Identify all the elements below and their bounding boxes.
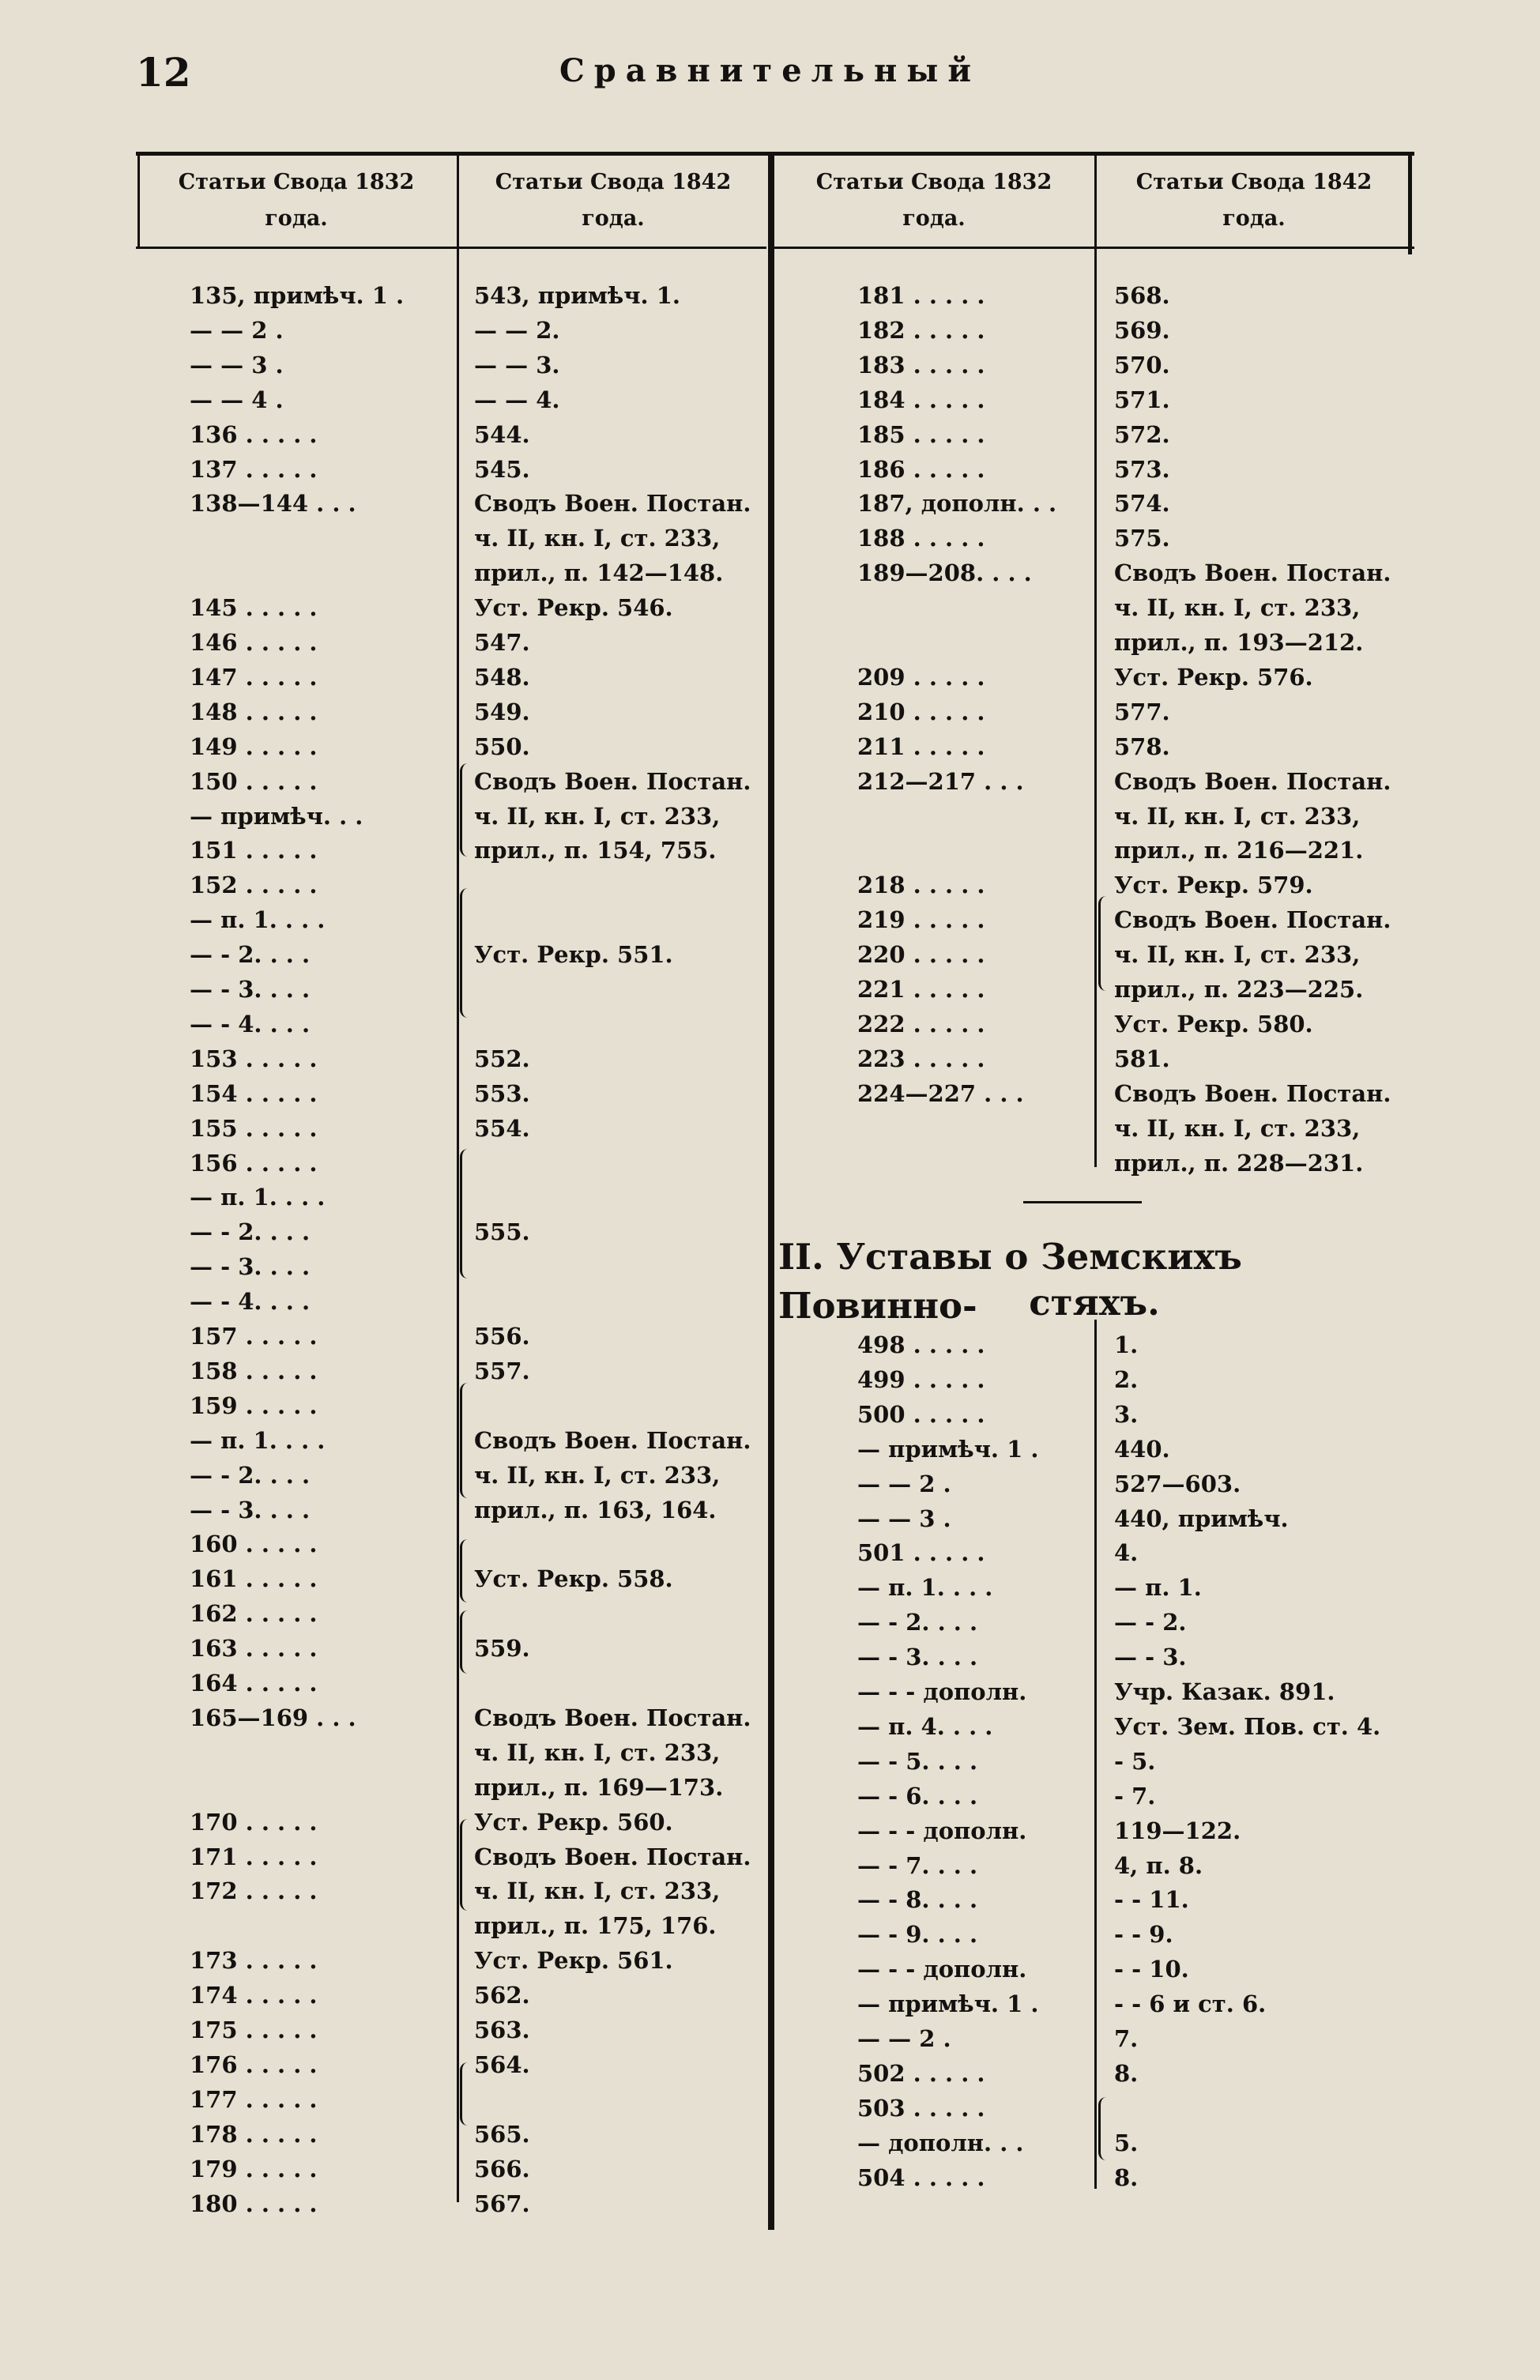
article-1842: - - 6 и ст. 6. <box>1114 1990 1267 2018</box>
article-1832: — — 3 . <box>190 351 284 378</box>
article-1842: 545. <box>474 455 530 483</box>
article-1832: — примѣч. 1 . <box>857 1435 1039 1463</box>
article-1842: 119—122. <box>1114 1817 1241 1844</box>
article-1842: Сводъ Воен. Постан. <box>1114 767 1391 795</box>
article-1842: 556. <box>474 1323 530 1350</box>
article-1832: 218 . . . . . <box>857 872 985 899</box>
article-1842: - 5. <box>1114 1747 1156 1775</box>
article-1832: 135, примѣч. 1 . <box>190 282 405 309</box>
article-1842: прил., п. 169—173. <box>474 1773 724 1801</box>
table-row <box>0 590 1540 625</box>
article-1832: 145 . . . . . <box>190 594 318 622</box>
article-1832: 138—144 . . . <box>190 490 356 518</box>
article-1832: 211 . . . . . <box>857 732 985 760</box>
table-row <box>0 764 1540 799</box>
table-row <box>0 1467 1540 1501</box>
article-1842: прил., п. 216—221. <box>1114 837 1364 864</box>
article-1832: 501 . . . . . <box>857 1539 985 1567</box>
table-row <box>0 1605 1540 1640</box>
section-title-line-2: стяхъ. <box>1029 1282 1160 1324</box>
article-1832: 181 . . . . . <box>857 282 985 309</box>
article-1832: — п. 4. . . . <box>857 1712 993 1740</box>
article-1832: 153 . . . . . <box>190 1045 318 1072</box>
running-head: Сравнительный <box>559 52 981 89</box>
article-1832: 154 . . . . . <box>190 1079 318 1107</box>
article-1832: 222 . . . . . <box>857 1010 985 1037</box>
article-1832: 161 . . . . . <box>190 1565 318 1593</box>
article-1832: — - 3. . . . <box>857 1644 978 1671</box>
article-1832: — - 3. . . . <box>190 1496 311 1523</box>
table-row <box>0 313 1540 348</box>
article-1832: 179 . . . . . <box>190 2155 318 2182</box>
article-1832: 150 . . . . . <box>190 767 318 795</box>
table-row <box>0 1076 1540 1111</box>
left-head-rule <box>136 247 766 249</box>
header-1842-left: Статьи Свода 1842 года. <box>495 170 732 231</box>
article-1842: ч. II, кн. I, ст. 233, <box>1114 1114 1361 1142</box>
table-row <box>0 868 1540 902</box>
article-1832: — — 2 . <box>190 316 284 344</box>
table-row <box>0 1779 1540 1813</box>
article-1832: — п. 1. . . . <box>190 1184 326 1211</box>
table-row <box>0 521 1540 555</box>
article-1832: — - 2. . . . <box>190 941 311 969</box>
article-1832: — - 9. . . . <box>857 1921 978 1949</box>
article-1842: Сводъ Воен. Постан. <box>474 1843 751 1870</box>
table-row <box>0 1397 1540 1432</box>
article-1842: 567. <box>474 2190 530 2217</box>
article-1832: — - - дополн. <box>857 1956 1027 1983</box>
article-1842: Уст. Рекр. 576. <box>1114 663 1313 691</box>
table-row <box>0 1501 1540 1536</box>
article-1832: 212—217 . . . <box>857 767 1024 795</box>
article-1842: — - 3. <box>1114 1644 1187 1671</box>
article-1832: 156 . . . . . <box>190 1149 318 1177</box>
article-1832: 178 . . . . . <box>190 2120 318 2148</box>
table-row <box>0 1111 1540 1146</box>
article-1842: 568. <box>1114 282 1170 309</box>
table-row <box>0 695 1540 729</box>
article-1832: — - - дополн. <box>857 1817 1027 1844</box>
article-1842: 562. <box>474 1982 530 2009</box>
article-1842: 554. <box>474 1114 530 1142</box>
article-1842: 550. <box>474 732 530 760</box>
article-1842: Уст. Рекр. 579. <box>1114 872 1313 899</box>
article-1842: 547. <box>474 629 530 656</box>
article-1842: Уст. Рекр. 561. <box>474 1947 673 1975</box>
article-1832: 148 . . . . . <box>190 698 318 725</box>
article-1842: — — 4. <box>474 386 560 413</box>
article-1842: Сводъ Воен. Постан. <box>1114 1079 1391 1107</box>
table-row <box>0 1640 1540 1674</box>
article-1842: 543, примѣч. 1. <box>474 282 681 309</box>
article-1842: прил., п. 154, 755. <box>474 837 717 864</box>
article-1832: — — 2 . <box>857 2025 951 2052</box>
top-rule <box>136 152 1414 156</box>
article-1832: 151 . . . . . <box>190 837 318 864</box>
article-1842: 1. <box>1114 1331 1139 1358</box>
article-1842: Сводъ Воен. Постан. <box>474 767 751 795</box>
article-1842: 440, примѣч. <box>1114 1504 1289 1532</box>
table-row <box>0 1362 1540 1397</box>
table-row <box>0 278 1540 313</box>
article-1832: 137 . . . . . <box>190 455 318 483</box>
article-1842: прил., п. 163, 164. <box>474 1496 717 1523</box>
article-1832: 174 . . . . . <box>190 1982 318 2009</box>
article-1842: — - 2. <box>1114 1609 1187 1636</box>
article-1842: ч. II, кн. I, ст. 233, <box>474 525 721 552</box>
article-1832: — - 8. . . . <box>857 1886 978 1914</box>
article-1832: 177 . . . . . <box>190 2085 318 2113</box>
table-row <box>0 417 1540 452</box>
table-row <box>0 2056 1540 2091</box>
article-1842: 569. <box>1114 316 1170 344</box>
article-1832: — - 3. . . . <box>190 976 311 1003</box>
article-1832: 498 . . . . . <box>857 1331 985 1358</box>
article-1842: 578. <box>1114 732 1170 760</box>
article-1832: 499 . . . . . <box>857 1365 985 1393</box>
table-row <box>0 660 1540 695</box>
section-short-rule <box>1023 1201 1142 1203</box>
table-row <box>0 1041 1540 1076</box>
brace <box>1098 2097 1112 2160</box>
article-1842: - - 9. <box>1114 1921 1173 1949</box>
article-1832: 164 . . . . . <box>190 1670 318 1697</box>
article-1832: — примѣч. . . <box>190 802 363 830</box>
article-1832: 188 . . . . . <box>857 525 985 552</box>
article-1842: ч. II, кн. I, ст. 233, <box>1114 941 1361 969</box>
article-1832: 136 . . . . . <box>190 420 318 448</box>
table-row <box>0 1674 1540 1709</box>
brace <box>460 2062 473 2126</box>
article-1842: — п. 1. <box>1114 1574 1202 1602</box>
article-1832: 186 . . . . . <box>857 455 985 483</box>
section-title-line-1: II. Уставы о Земскихъ Повинно- <box>778 1236 1242 1327</box>
table-row <box>0 555 1540 590</box>
article-1842: 566. <box>474 2155 530 2182</box>
article-1842: - - 11. <box>1114 1886 1189 1914</box>
article-1842: Уст. Рекр. 558. <box>474 1565 673 1593</box>
article-1832: 220 . . . . . <box>857 941 985 969</box>
table-row <box>0 1180 1540 1214</box>
header-1832-right: Статьи Свода 1832 года. <box>815 170 1052 231</box>
article-1832: — - 6. . . . <box>857 1782 978 1809</box>
article-1842: 574. <box>1114 490 1170 518</box>
article-1842: 573. <box>1114 455 1170 483</box>
article-1842: 552. <box>474 1045 530 1072</box>
article-1832: — - 2. . . . <box>190 1461 311 1489</box>
article-1832: 152 . . . . . <box>190 872 318 899</box>
article-1842: ч. II, кн. I, ст. 233, <box>474 1738 721 1766</box>
article-1842: 559. <box>474 1635 530 1663</box>
article-1832: 221 . . . . . <box>857 976 985 1003</box>
article-1842: 544. <box>474 420 530 448</box>
article-1832: 172 . . . . . <box>190 1877 318 1905</box>
article-1842: Сводъ Воен. Постан. <box>474 490 751 518</box>
article-1842: 8. <box>1114 2059 1139 2087</box>
article-1842: Уст. Рекр. 560. <box>474 1808 673 1836</box>
article-1832: — п. 1. . . . <box>190 1426 326 1454</box>
article-1842: прил., п. 175, 176. <box>474 1912 717 1940</box>
article-1842: ч. II, кн. I, ст. 233, <box>474 1461 721 1489</box>
table-row <box>0 1882 1540 1917</box>
table-row <box>0 1570 1540 1605</box>
article-1832: 210 . . . . . <box>857 698 985 725</box>
article-1832: — — 4 . <box>190 386 284 413</box>
article-1832: 185 . . . . . <box>857 420 985 448</box>
header-1842-right: Статьи Свода 1842 года. <box>1135 170 1372 231</box>
article-1842: Сводъ Воен. Постан. <box>1114 559 1391 587</box>
table-row <box>0 2160 1540 2195</box>
article-1832: — — 2 . <box>857 1470 951 1497</box>
article-1842: 3. <box>1114 1400 1139 1428</box>
table-row <box>0 1917 1540 1952</box>
table-row <box>0 833 1540 868</box>
article-1832: 162 . . . . . <box>190 1600 318 1628</box>
article-1842: 440. <box>1114 1435 1170 1463</box>
article-1832: 189—208. . . . <box>857 559 1032 587</box>
article-1842: 8. <box>1114 2163 1139 2191</box>
article-1842: 577. <box>1114 698 1170 725</box>
article-1832: 183 . . . . . <box>857 351 985 378</box>
article-1842: 581. <box>1114 1045 1170 1072</box>
article-1832: 175 . . . . . <box>190 2017 318 2043</box>
article-1842: прил., п. 142—148. <box>474 559 724 587</box>
article-1842: Сводъ Воен. Постан. <box>474 1704 751 1731</box>
article-1842: 2. <box>1114 1365 1139 1393</box>
table-row <box>0 452 1540 487</box>
article-1832: 163 . . . . . <box>190 1635 318 1663</box>
article-1832: 170 . . . . . <box>190 1808 318 1836</box>
article-1842: Сводъ Воен. Постан. <box>1114 906 1391 934</box>
article-1832: 176 . . . . . <box>190 2050 318 2078</box>
article-1842: Уст. Рекр. 551. <box>474 941 673 969</box>
article-1842: 571. <box>1114 386 1170 413</box>
brace <box>460 1383 473 1498</box>
article-1842: 572. <box>1114 420 1170 448</box>
article-1842: 564. <box>474 2050 530 2078</box>
table-row <box>0 2091 1540 2126</box>
article-1832: — примѣч. 1 . <box>857 1990 1039 2018</box>
article-1842: — — 2. <box>474 316 560 344</box>
article-1842: прил., п. 193—212. <box>1114 629 1364 656</box>
article-1832: 180 . . . . . <box>190 2190 318 2217</box>
table-row <box>0 1813 1540 1848</box>
table-row <box>0 1432 1540 1467</box>
article-1842: ч. II, кн. I, ст. 233, <box>1114 594 1361 622</box>
table-row <box>0 1952 1540 1986</box>
table-row <box>0 486 1540 521</box>
article-1832: — - 4. . . . <box>190 1010 311 1037</box>
article-1842: Уст. Рекр. 546. <box>474 594 673 622</box>
article-1842: - - 10. <box>1114 1956 1189 1983</box>
brace <box>460 1149 473 1278</box>
article-1842: прил., п. 223—225. <box>1114 976 1364 1003</box>
article-1832: — - 5. . . . <box>857 1747 978 1775</box>
table-row <box>0 1146 1540 1181</box>
article-1842: - 7. <box>1114 1782 1156 1809</box>
article-1832: — п. 1. . . . <box>190 906 326 934</box>
table-row <box>0 902 1540 937</box>
brace <box>460 1539 473 1602</box>
article-1832: — - - дополн. <box>857 1678 1027 1705</box>
article-1842: 527—603. <box>1114 1470 1241 1497</box>
table-row <box>0 1007 1540 1041</box>
article-1842: 5. <box>1114 2129 1139 2156</box>
article-1832: 223 . . . . . <box>857 1045 985 1072</box>
article-1832: 182 . . . . . <box>857 316 985 344</box>
article-1832: 503 . . . . . <box>857 2094 985 2122</box>
article-1832: — - 2. . . . <box>857 1609 978 1636</box>
article-1832: — - 3. . . . <box>190 1253 311 1281</box>
article-1832: 187, дополн. . . <box>857 490 1057 518</box>
page-number: 12 <box>136 49 191 96</box>
brace <box>460 763 473 857</box>
article-1832: — п. 1. . . . <box>857 1574 993 1602</box>
table-row <box>0 972 1540 1007</box>
article-1832: 146 . . . . . <box>190 629 318 656</box>
article-1842: 4. <box>1114 1539 1139 1567</box>
header-1832-left: Статьи Свода 1832 года. <box>178 170 415 231</box>
table-row <box>0 799 1540 834</box>
brace <box>1098 896 1112 991</box>
table-row <box>0 1327 1540 1362</box>
article-1842: 563. <box>474 2017 530 2043</box>
article-1832: 184 . . . . . <box>857 386 985 413</box>
brace <box>460 1819 473 1911</box>
table-row <box>0 625 1540 660</box>
article-1832: 165—169 . . . <box>190 1704 356 1731</box>
table-row <box>0 729 1540 764</box>
article-1842: — — 3. <box>474 351 560 378</box>
brace <box>460 888 473 1018</box>
article-1832: 209 . . . . . <box>857 663 985 691</box>
article-1842: ч. II, кн. I, ст. 233, <box>474 1877 721 1905</box>
table-row <box>0 348 1540 382</box>
article-1842: Уст. Рекр. 580. <box>1114 1010 1313 1037</box>
article-1842: Уст. Зем. Пов. ст. 4. <box>1114 1712 1381 1740</box>
article-1842: 4, п. 8. <box>1114 1851 1203 1879</box>
article-1832: 149 . . . . . <box>190 732 318 760</box>
right-outer-rule <box>1408 152 1412 254</box>
article-1842: 570. <box>1114 351 1170 378</box>
article-1842: ч. II, кн. I, ст. 233, <box>474 802 721 830</box>
article-1832: 504 . . . . . <box>857 2163 985 2191</box>
article-1832: 155 . . . . . <box>190 1114 318 1142</box>
article-1832: 159 . . . . . <box>190 1391 318 1419</box>
article-1832: 219 . . . . . <box>857 906 985 934</box>
article-1832: 157 . . . . . <box>190 1323 318 1350</box>
brace <box>460 1610 473 1674</box>
article-1842: 7. <box>1114 2025 1139 2052</box>
article-1842: 557. <box>474 1357 530 1384</box>
article-1842: 548. <box>474 663 530 691</box>
article-1842: 549. <box>474 698 530 725</box>
article-1832: — - 7. . . . <box>857 1851 978 1879</box>
article-1842: Сводъ Воен. Постан. <box>474 1426 751 1454</box>
article-1842: прил., п. 228—231. <box>1114 1149 1364 1177</box>
article-1842: 575. <box>1114 525 1170 552</box>
article-1832: 147 . . . . . <box>190 663 318 691</box>
article-1832: 500 . . . . . <box>857 1400 985 1428</box>
table-row <box>0 382 1540 417</box>
article-1842: 553. <box>474 1079 530 1107</box>
article-1832: 158 . . . . . <box>190 1357 318 1384</box>
table-row <box>0 2126 1540 2160</box>
article-1842: 565. <box>474 2120 530 2148</box>
article-1832: 224—227 . . . <box>857 1079 1024 1107</box>
article-1832: 173 . . . . . <box>190 1947 318 1975</box>
table-row <box>0 2021 1540 2056</box>
article-1832: — - 2. . . . <box>190 1218 311 1246</box>
table-row <box>0 1535 1540 1570</box>
article-1832: 502 . . . . . <box>857 2059 985 2087</box>
table-row <box>0 1986 1540 2021</box>
table-row <box>0 1709 1540 1744</box>
article-1832: 171 . . . . . <box>190 1843 318 1870</box>
article-1842: Учр. Казак. 891. <box>1114 1678 1335 1705</box>
table-row <box>0 1848 1540 1883</box>
article-1832: — — 3 . <box>857 1504 951 1532</box>
article-1832: 160 . . . . . <box>190 1531 318 1558</box>
table-row <box>0 1744 1540 1779</box>
table-row <box>0 937 1540 972</box>
article-1842: 555. <box>474 1218 530 1246</box>
article-1832: — - 4. . . . <box>190 1288 311 1316</box>
article-1832: — дополн. . . <box>857 2129 1024 2156</box>
left-outer-rule <box>137 152 140 247</box>
article-1842: ч. II, кн. I, ст. 233, <box>1114 802 1361 830</box>
